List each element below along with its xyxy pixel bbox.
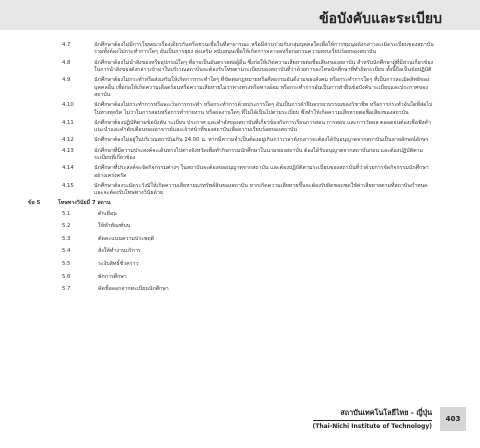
page-number: 403 bbox=[440, 407, 466, 431]
penalty-item bbox=[28, 211, 438, 218]
penalty-number: 5.7 bbox=[62, 286, 71, 293]
penalty-text: ตัดคะแนนความประพฤติ bbox=[98, 235, 155, 242]
item-text: นักศึกษาที่มีความประสงค์จะเดินทางไปต่างจังหวัดเพื่อทำกิจกรรมนักศึกษาในนามของสถาบัน ต้องได้รับอนุญาตจากสถาบันก่อน และต้องปฏิบัติตามระเบียบที่เกี่ยวข้อง bbox=[94, 147, 423, 162]
item-text: นักศึกษาที่ประสงค์จะจัดกิจกรรมต่างๆ ในสถาบันจะต้องขออนุญาตจากสถาบัน และต้องปฏิบัติตามระเบียบของสถาบันที่ว่าด้วยการจัดกิจกรรมนักศึกษาอย่างเคร่งครัด bbox=[94, 165, 429, 179]
penalty-item bbox=[28, 274, 438, 281]
regulation-item bbox=[28, 102, 438, 117]
regulation-item bbox=[28, 120, 438, 135]
penalty-text: คัดชื่อออกจากทะเบียนนักศึกษา bbox=[98, 286, 169, 293]
regulation-item bbox=[28, 148, 438, 163]
penalty-text: ให้ทำทัณฑ์บน bbox=[98, 223, 131, 230]
item-number: 4.8 bbox=[62, 59, 71, 66]
page-header-title: ข้อบังคับและระเบียบ bbox=[319, 11, 442, 27]
penalty-item bbox=[28, 236, 438, 243]
item-number: 4.7 bbox=[62, 42, 71, 48]
penalty-number: 5.1 bbox=[62, 210, 71, 217]
header-band bbox=[0, 0, 480, 30]
penalty-item bbox=[28, 248, 438, 255]
regulation-item bbox=[28, 183, 438, 198]
item-number: 4.9 bbox=[62, 77, 71, 84]
item-number: 4.13 bbox=[62, 147, 74, 154]
penalty-text: พักการศึกษา bbox=[98, 273, 127, 280]
penalty-text: ตักเตือน bbox=[98, 210, 117, 217]
item-number: 4.15 bbox=[62, 182, 74, 189]
penalty-number: 5.6 bbox=[62, 273, 71, 280]
regulation-item bbox=[28, 77, 438, 99]
item-text: นักศึกษาต้องปฏิบัติตามข้อบังคับ ระเบียบ ประกาศ และคำสั่งของสถาบันที่เกี่ยวข้องกับการเรียนการสอน การสอบ และการวัดผล ตลอดจนต้องเชื่อฟังคำแนะนำและคำตักเตือนของอาจารย์และเจ้าหน้าที่ของสถาบันเพื่อความเรียบร้อยของสถาบัน bbox=[94, 119, 431, 134]
regulation-item bbox=[28, 42, 438, 57]
penalty-text: สั่งให้ทำงานบริการ bbox=[98, 248, 141, 255]
institute-name-en: (Thai-Nichi Institute of Technology) bbox=[312, 423, 432, 430]
penalty-text: ระงับสิทธิ์ชั่วคราว bbox=[98, 261, 139, 268]
item-number: 4.12 bbox=[62, 137, 74, 144]
institute-name: สถาบันเทคโนโลยีไทย - ญี่ปุ่น bbox=[313, 408, 432, 421]
penalty-number: 5.4 bbox=[62, 248, 71, 255]
regulation-item bbox=[28, 137, 438, 144]
regulation-content bbox=[28, 42, 438, 299]
regulation-item bbox=[28, 165, 438, 180]
section-title: โทษทางวินัยมี 7 สถาน bbox=[58, 200, 111, 207]
penalty-number: 5.2 bbox=[62, 223, 71, 230]
section-number: ข้อ 5 bbox=[28, 200, 41, 207]
regulation-item bbox=[28, 60, 438, 75]
penalty-number: 5.5 bbox=[62, 261, 71, 268]
item-number: 4.11 bbox=[62, 119, 74, 126]
item-text: นักศึกษาต้องไม่นำสิ่งของหรืออุปกรณ์ใดๆ ที่อาจเป็นอันตรายต่อผู้อื่น ซึ่งก่อให้เกิดความเสียหายต่อชื่อเสียงของสถาบัน สำหรับนักศึกษาผู้ที่มีส่วนเกี่ยวข้องในการนำสิ่งของดังกล่าวเข้ามาในบริเวณสถาบันจะต้องรับโทษตามระเบียบของสถาบันที่ว่าด้วยการลงโทษนักศึกษาที่ทำผิดระเบียบ ทั้งนี้ถือเป็นข้อปฏิบัติ bbox=[94, 59, 434, 74]
item-text: นักศึกษาต้องไม่มีการโฆษณาเรื่องเดียวกันหรือชวนเชื่อในที่สาธารณะ หรือมีส่วนร่วมกับกลุ่มบุคคลใดเพื่อให้การชุมนุมดังกล่าวละเมิดระเบียบของสถาบัน รวมทั้งต้องไม่กระทำการใดๆ อันเป็นการยุยง ส่งเสริม สนับสนุนเพื่อให้เกิดการจลาจลหรือก่อกวนความสงบเรียบร้อยของสถาบัน bbox=[94, 42, 434, 56]
item-number: 4.10 bbox=[62, 102, 74, 109]
penalty-item bbox=[28, 286, 438, 293]
penalty-number: 5.3 bbox=[62, 235, 71, 242]
item-text: นักศึกษาต้องไม่อยู่ในบริเวณสถาบันเกิน 24.00 น. หากมีความจำเป็นต้องอยู่เกินกว่าเวลาดังกล่าวจะต้องได้รับอนุญาตจากสถาบันเป็นลายลักษณ์อักษร bbox=[94, 137, 429, 144]
item-text: นักศึกษาต้องระมัดระวังมิให้เกิดความเสียหายแก่ทรัพย์สินของสถาบัน หากเกิดความเสียหายขึ้นจะต้องรับผิดชอบชดใช้ค่าเสียหายตามที่สถาบันกำหนด และจะต้องรับโทษทางวินัยด้วย bbox=[94, 182, 428, 197]
item-text: นักศึกษาต้องไม่กระทำการหรือละเว้นการกระทำ หรือกระทำการด้วยประการใดๆ อันเป็นการฝ่าฝืนจรรยาบรรณของวิชาชีพ หรือการกระทำอันใดที่ส่อไปในทางทุจริต ไม่ว่าในการสอบหรือการทำรายงาน หรือผลงานใดๆ ที่ไม่ได้เป็นไปตามระเบียบ ซึ่งทำให้เกิดความเสียหายต่อชื่อเสียงของสถาบัน bbox=[94, 102, 433, 116]
section-heading bbox=[28, 200, 438, 207]
footer-institute bbox=[313, 408, 432, 430]
penalty-item bbox=[28, 261, 438, 268]
item-text: นักศึกษาต้องไม่กระทำหรือส่งเสริมให้เกิดการกระทำใดๆ ที่ขัดต่อกฎหมายหรือศีลธรรมอันดีงามของสังคม หรือกระทำการใดๆ ที่เป็นการละเมิดสิทธิของบุคคลอื่น เพื่อก่อให้เกิดความเดือดร้อนหรือความเสียหายไม่ว่าทางตรงหรือทางอ้อม หรือกระทำการอันเป็นการฝ่าฝืนข้อบังคับ ระเบียบและประกาศของสถาบัน bbox=[94, 77, 430, 99]
penalty-item bbox=[28, 223, 438, 230]
item-number: 4.14 bbox=[62, 165, 74, 172]
